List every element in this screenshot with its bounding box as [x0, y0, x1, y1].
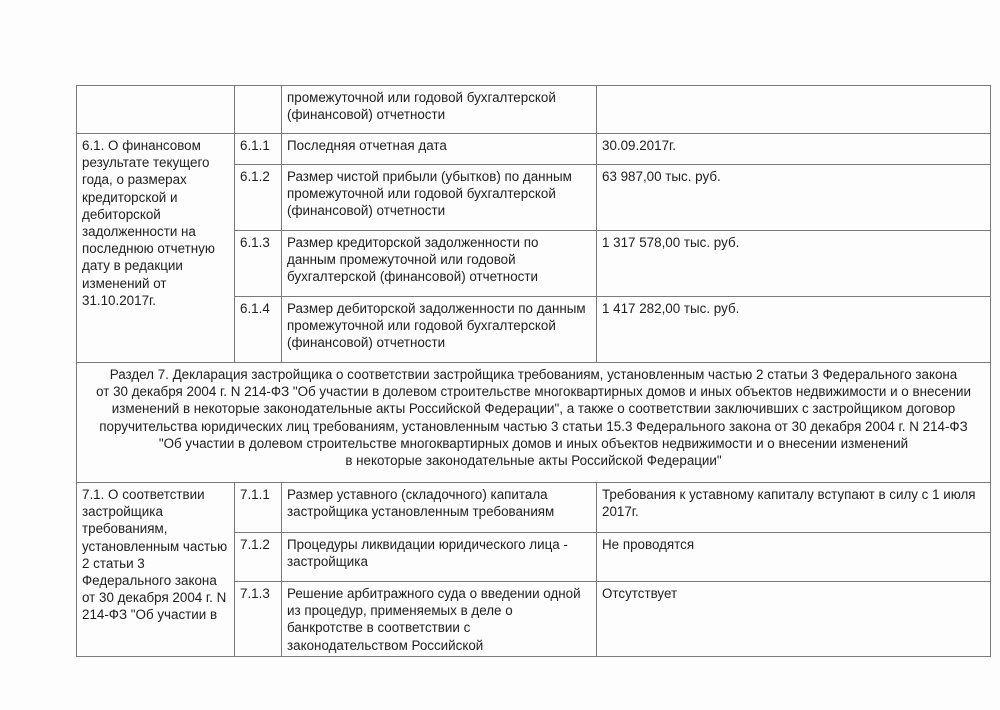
item-label: Размер дебиторской задолженности по данным промежуточной или годовой бухгалтерской (финансовой) отчетности [282, 297, 597, 363]
item-value: Требования к уставному капиталу вступают в силу с 1 июля 2017г. [597, 483, 991, 533]
item-number: 6.1.2 [235, 165, 282, 231]
section-7-heading [77, 363, 991, 483]
item-value: 1 317 578,00 тыс. руб. [597, 231, 991, 297]
item-number: 7.1.3 [235, 582, 282, 657]
item-label: Последняя отчетная дата [282, 134, 597, 165]
item-label: промежуточной или годовой бухгалтерской (финансовой) отчетности [282, 86, 597, 134]
empty-cell [77, 86, 235, 134]
item-value: 1 417 282,00 тыс. руб. [597, 297, 991, 363]
section-heading-line: от 30 декабря 2004 г. N 214-ФЗ "Об участии в долевом строительстве многоквартирных домов и иных объектов недвижимости и о внесении [96, 384, 971, 400]
item-number: 6.1.3 [235, 231, 282, 297]
item-value: 30.09.2017г. [597, 134, 991, 165]
item-label: Размер кредиторской задолженности по данным промежуточной или годовой бухгалтерской (финансовой) отчетности [282, 231, 597, 297]
empty-cell [597, 86, 991, 134]
empty-cell [235, 86, 282, 134]
block-title-7-1: 7.1. О соответствии застройщика требованиям, установленным частью 2 статьи 3 Федерального закона от 30 декабря 2004 г. N 214-ФЗ "Об участии в [77, 483, 235, 657]
section-heading-line: изменений в некоторые законодательные акты Российской Федерации", а также о соответствии заключивших с застройщиком договор [111, 401, 956, 417]
item-number: 6.1.1 [235, 134, 282, 165]
item-number: 7.1.2 [235, 533, 282, 582]
section-heading-line: Раздел 7. Декларация застройщика о соответствии застройщика требованиям, установленным частью 2 статьи 3 Федерального закона [109, 367, 958, 382]
item-label: Процедуры ликвидации юридического лица - застройщика [282, 533, 597, 582]
section-heading-line: в некоторые законодательные акты Российской Федерации" [345, 453, 722, 469]
section-heading-line: поручительства юридических лиц требованиям, установленным частью 3 статьи 15.3 Федерального закона от 30 декабря 2004 г. N 214-ФЗ [99, 418, 968, 434]
item-number: 7.1.1 [235, 483, 282, 533]
block-title-6-1: 6.1. О финансовом результате текущего года, о размерах кредиторской и дебиторской задолженности на последнюю отчетную дату в редакции изменений от 31.10.2017г. [77, 134, 235, 363]
item-value: Отсутствует [597, 582, 991, 657]
table-row [77, 86, 991, 134]
item-number: 6.1.4 [235, 297, 282, 363]
item-label: Размер чистой прибыли (убытков) по данным промежуточной или годовой бухгалтерской (финансовой) отчетности [282, 165, 597, 231]
item-value: Не проводятся [597, 533, 991, 582]
table-row [77, 134, 991, 165]
section-heading-line: "Об участии в долевом строительстве многоквартирных домов и иных объектов недвижимости и о внесении изменений [158, 435, 909, 451]
item-value: 63 987,00 тыс. руб. [597, 165, 991, 231]
table-row [77, 483, 991, 533]
section-heading-row [77, 363, 991, 483]
item-label: Размер уставного (складочного) капитала застройщика установленным требованиям [282, 483, 597, 533]
item-label: Решение арбитражного суда о введении одной из процедур, применяемых в деле о банкротстве в соответствии с законодательством Российской [282, 582, 597, 657]
declaration-table [76, 85, 991, 657]
